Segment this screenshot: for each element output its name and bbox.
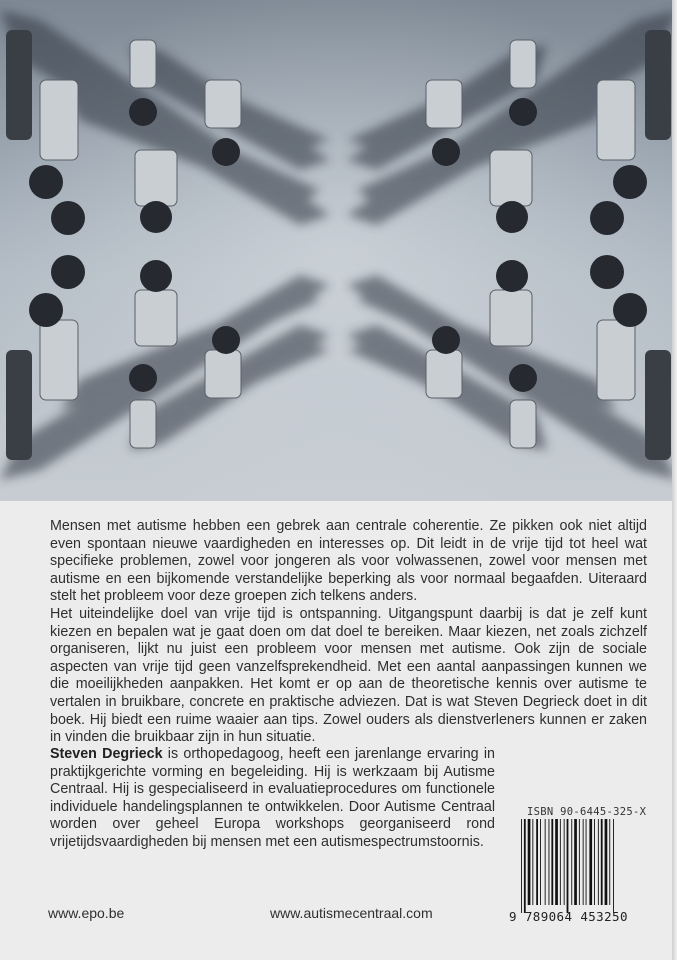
barcode-bar — [567, 819, 569, 913]
blurb-paragraph-1: Mensen met autisme hebben een gebrek aan centrale coherentie. Ze pikken ook niet altijd even spontaan nieuwe vaardigheden en interesses op. Dit leidt in de vrije tijd tot heel wat specifieke problemen, zowel voor jongeren als voor volwassenen, zowel voor mensen met autisme en een bijkomende verstandelijke beperking als voor normaal begaafden. Uiteraard stelt het probleem voor deze groepen zich telkens anders. — [50, 518, 647, 605]
publisher-website-link[interactable]: www.epo.be — [48, 905, 125, 921]
barcode-bar — [594, 819, 595, 905]
blurb-paragraph-2: Het uiteindelijke doel van vrije tijd is ontspanning. Uitgangspunt daarbij is dat je zelf kunt kiezen en bepalen wat je gaat doen om dat doel te bereiken. Maar kiezen, net zoals zichzelf organiseren, lijkt nu juist een probleem voor mensen met autisme. Ook zijn de sociale aspecten van vrije tijd geen vanzelfsprekendheid. Met een aantal aanpassingen kunnen we die moeilijkheden aanpakken. Het komt er op aan de theoretische kennis over autisme te vertalen in bruikbare, concrete en praktische adviezen. Dat is wat Steven Degrieck doet in dit boek. Hij biedt een ruime waaier aan tips. Zowel ouders als dienstverleners kunnen er zaken in vinden die bruikbaar zijn in hun situatie. — [50, 605, 647, 746]
barcode-bar — [601, 819, 603, 905]
barcode-bar — [583, 819, 584, 905]
barcode-bar — [564, 819, 565, 905]
barcode-bar — [536, 819, 538, 905]
author-bio-text: is orthopedagoog, heeft een jarenlange ervaring in praktijkgerichte vorming en begeleiding. Hij is werkzaam bij Autisme Centraal. Hij is gespecialiseerd in evaluatieprocedures om functionele individuele handelingsplannen te ontwikkelen. Door Autisme Centraal worden over geheel Europa workshops georganiseerd rond vrijetijdsvaardigheden bij mensen met een autismespectrumstoornis. — [50, 746, 495, 850]
barcode-bar — [609, 819, 610, 905]
isbn-barcode — [520, 819, 640, 915]
barcode-bar — [579, 819, 580, 905]
author-bio — [50, 746, 495, 852]
author-name: Steven Degrieck — [50, 746, 163, 762]
barcode-bar — [521, 819, 522, 913]
barcode-bar — [545, 819, 546, 905]
barcode-bar — [571, 819, 572, 905]
isbn-label: ISBN 90-6445-325-X — [527, 806, 647, 818]
barcode-digits: 9 789064 453250 — [509, 909, 628, 924]
barcode-bar — [605, 819, 608, 905]
barcode-bar — [549, 819, 550, 905]
barcode-bar — [560, 819, 561, 905]
barcode-bar — [551, 819, 553, 905]
barcode-bar — [574, 819, 577, 905]
book-blurb — [50, 518, 647, 747]
barcode-bar — [524, 819, 526, 913]
barcode-bar — [613, 819, 614, 913]
barcode-bar — [586, 819, 587, 905]
barcode-bar — [540, 819, 541, 905]
barcode-bar — [598, 819, 599, 905]
barcode-bar — [528, 819, 531, 905]
barcode-bar — [532, 819, 533, 905]
barcode-bar — [555, 819, 558, 905]
barcode-bar — [589, 819, 592, 905]
autisme-centraal-website-link[interactable]: www.autismecentraal.com — [270, 905, 433, 921]
